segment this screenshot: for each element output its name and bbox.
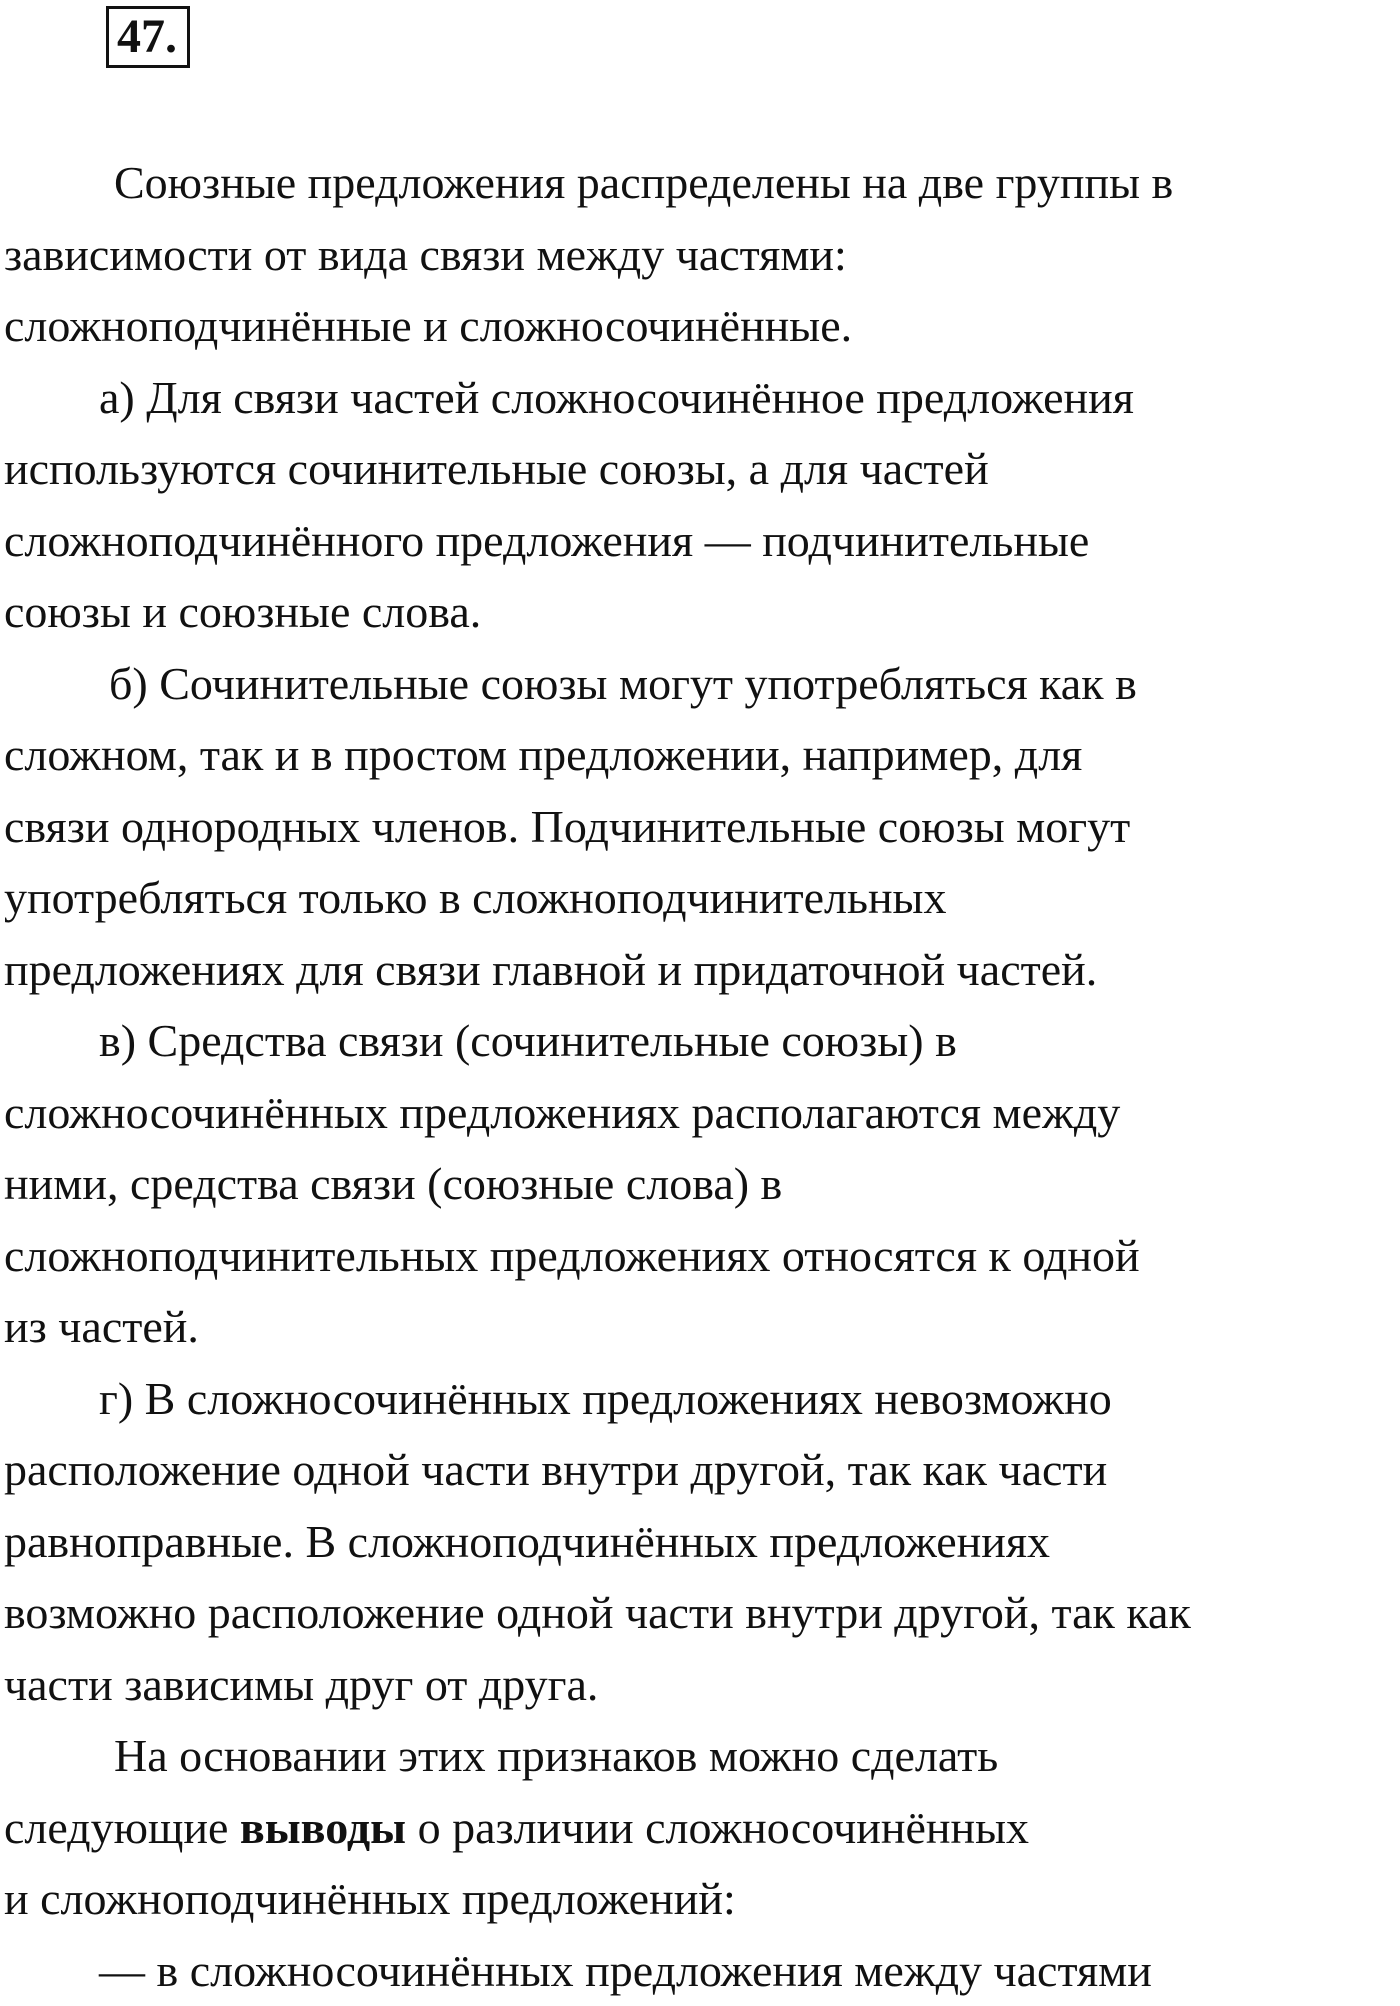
paragraph-intro <box>4 147 1394 362</box>
text-line: сложноподчинённые и сложносочинённые. <box>4 290 1394 362</box>
text-line: и сложноподчинённых предложений: <box>4 1863 1394 1935</box>
text-line: зависимости от вида связи между частями: <box>4 219 1394 291</box>
text-line: используются сочинительные союзы, а для частей <box>4 433 1394 505</box>
text-line <box>4 1792 1394 1864</box>
answer-text <box>4 147 1394 2006</box>
text-line: равноправные. В сложноподчинённых предложениях <box>4 1506 1394 1578</box>
text-line: сложноподчинительных предложениях относятся к одной <box>4 1220 1394 1292</box>
paragraph-dash-item <box>4 1935 1394 2006</box>
paragraph-g <box>4 1363 1394 1721</box>
text-line: части зависимы друг от друга. <box>4 1649 1394 1721</box>
text-line: б) Сочинительные союзы могут употребляться как в <box>4 648 1394 720</box>
text-line: — в сложносочинённых предложения между частями <box>4 1935 1394 2006</box>
paragraph-a <box>4 362 1394 648</box>
text-line: возможно расположение одной части внутри другой, так как <box>4 1577 1394 1649</box>
text-line: расположение одной части внутри другой, так как части <box>4 1434 1394 1506</box>
text-line: сложносочинённых предложениях располагаются между <box>4 1077 1394 1149</box>
text-line: связи однородных членов. Подчинительные союзы могут <box>4 791 1394 863</box>
text-line: союзы и союзные слова. <box>4 576 1394 648</box>
text-line: сложном, так и в простом предложении, например, для <box>4 719 1394 791</box>
text-line: На основании этих признаков можно сделать <box>4 1720 1394 1792</box>
text-line: употребляться только в сложноподчинительных <box>4 862 1394 934</box>
paragraph-v <box>4 1005 1394 1363</box>
paragraph-b <box>4 648 1394 1006</box>
text-line: Союзные предложения распределены на две группы в <box>4 147 1394 219</box>
text-line: а) Для связи частей сложносочинённое предложения <box>4 362 1394 434</box>
text-line: из частей. <box>4 1291 1394 1363</box>
bold-term-vyvody: выводы <box>240 1802 406 1853</box>
task-number-badge: 47. <box>106 6 190 68</box>
paragraph-conclusion <box>4 1720 1394 1935</box>
text-span: о различии сложносочинённых <box>406 1802 1029 1853</box>
text-line: в) Средства связи (сочинительные союзы) в <box>4 1005 1394 1077</box>
text-line: ними, средства связи (союзные слова) в <box>4 1148 1394 1220</box>
text-line: сложноподчинённого предложения — подчинительные <box>4 505 1394 577</box>
text-line: г) В сложносочинённых предложениях невозможно <box>4 1363 1394 1435</box>
text-line: предложениях для связи главной и придаточной частей. <box>4 934 1394 1006</box>
text-span: следующие <box>4 1802 240 1853</box>
